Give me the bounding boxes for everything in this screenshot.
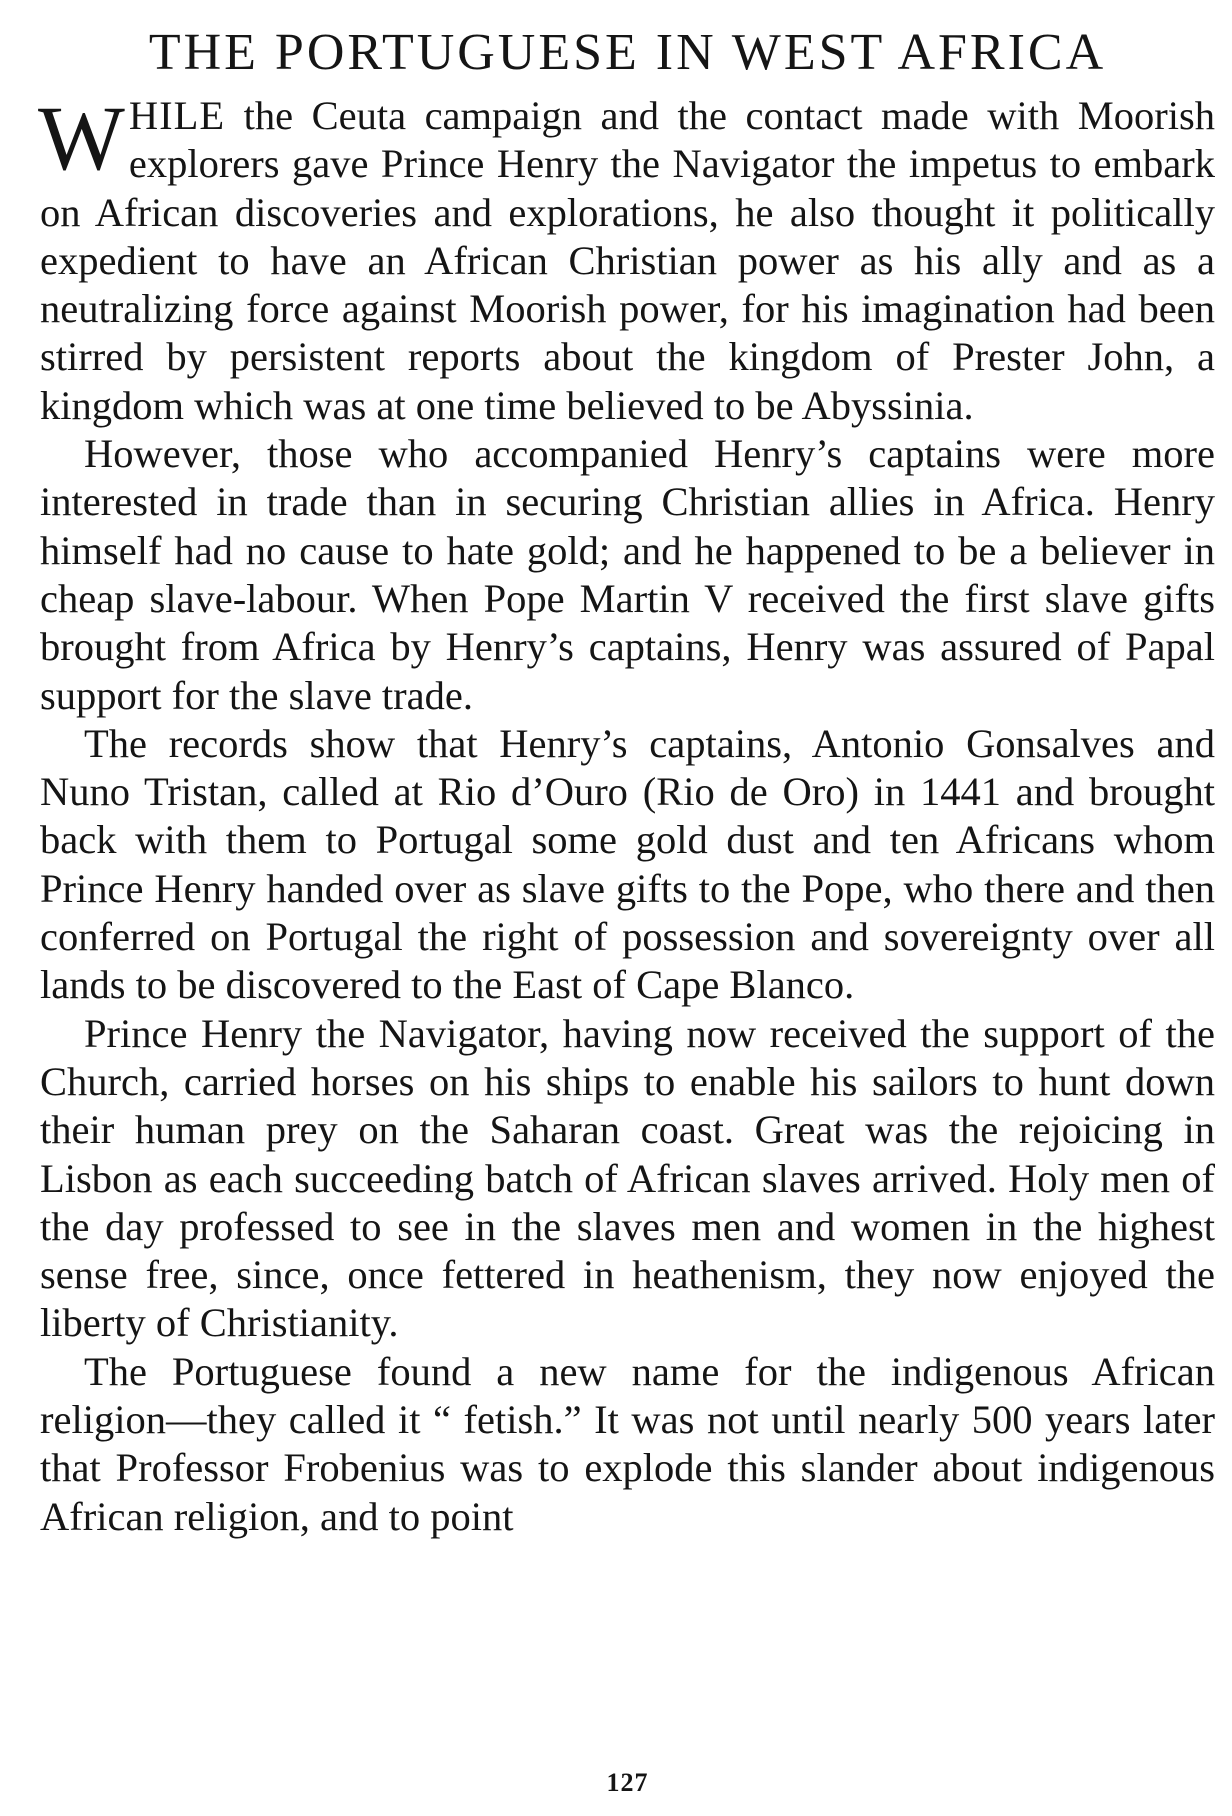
- page-number: 127: [606, 1768, 649, 1797]
- paragraph-3: The records show that Henry’s captains, Antonio Gonsalves and Nuno Tristan, called at Rio d’Ouro (Rio de Oro) in 1441 and brought back with them to Portugal some gold dust and ten Africans whom Prince Henry handed over as slave gifts to the Pope, who there and then conferred on Portugal the right of possession and sovereignty over all lands to be discovered to the East of Cape Blanco.: [40, 720, 1215, 1008]
- drop-cap: W: [38, 87, 125, 189]
- running-title: THE PORTUGUESE IN WEST AFRICA: [148, 24, 1107, 81]
- paragraph-5: The Portuguese found a new name for the indigenous African religion—they called it “ fetish.” It was not until nearly 500 years later that Professor Frobenius was to explode this slander about indigenous African religion, and to point: [40, 1348, 1215, 1539]
- paragraph-2: However, those who accompanied Henry’s captains were more interested in trade than in securing Christian allies in Africa. Henry himself had no cause to hate gold; and he happened to be a believer in cheap slave-labour. When Pope Martin V received the first slave gifts brought from Africa by Henry’s captains, Henry was assured of Papal support for the slave trade.: [40, 431, 1215, 718]
- article-body: [38, 87, 1215, 1541]
- book-page: [40, 22, 1215, 1802]
- paragraph-1-text: the Ceuta campaign and the contact made with Moorish explorers gave Prince Henry the Navigator the impetus to embark on African discoveries and explorations, he also thought it politically expedient to have an African Christian power as his ally and as a neutralizing force against Moorish power, for his imagination had been stirred by persistent reports about the kingdom of Prester John, a kingdom which was at one time believed to be Abyssinia.: [40, 93, 1215, 428]
- paragraph-1: [38, 87, 1215, 430]
- paragraph-4: Prince Henry the Navigator, having now received the support of the Church, carried horses on his ships to enable his sailors to hunt down their human prey on the Saharan coast. Great was the rejoicing in Lisbon as each succeeding batch of African slaves arrived. Holy men of the day professed to see in the slaves men and women in the highest sense free, since, once fettered in heathenism, they now enjoyed the liberty of Christianity.: [40, 1010, 1215, 1346]
- first-word-small-caps: HILE: [128, 93, 226, 138]
